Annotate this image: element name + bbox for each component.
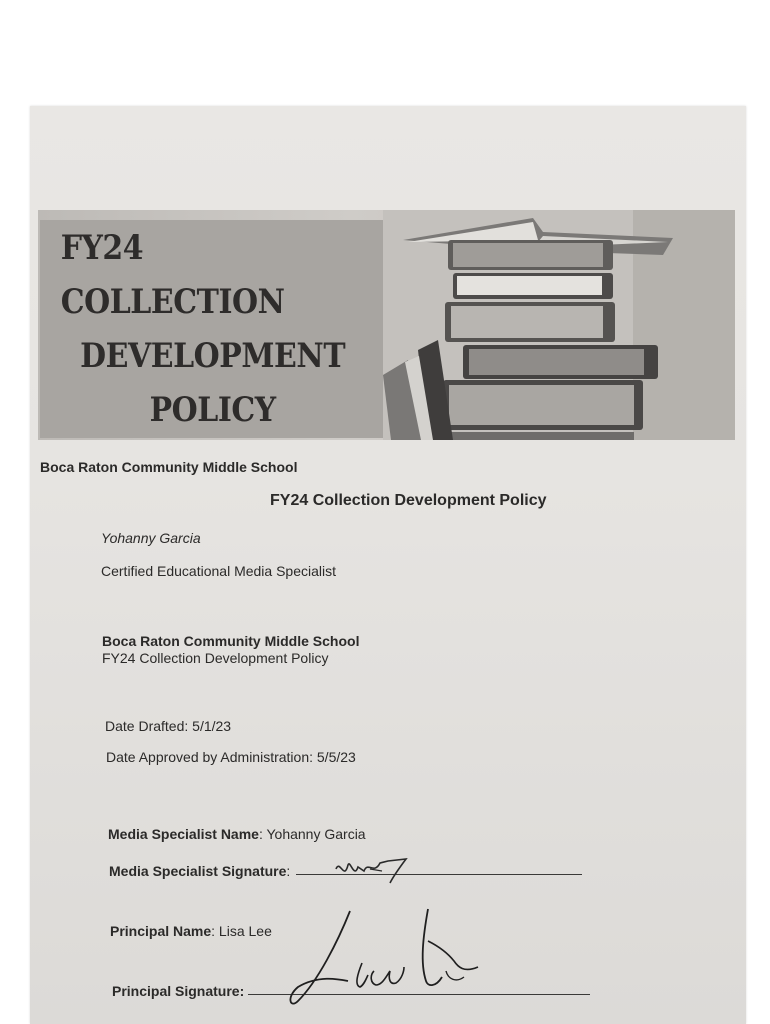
book-stack-illustration — [383, 210, 735, 440]
media-specialist-name-label: Media Specialist Name — [108, 826, 259, 842]
banner-title-line-1: FY24 COLLECTION — [60, 228, 285, 322]
banner-title-box — [40, 220, 385, 438]
media-specialist-signature-row — [109, 863, 290, 879]
block-school-name: Boca Raton Community Middle School — [102, 633, 360, 649]
media-specialist-signature-label: Media Specialist Signature — [109, 863, 287, 879]
media-specialist-name-value: : Yohanny Garcia — [258, 826, 366, 842]
document-page — [30, 106, 746, 1024]
block-policy-name: FY24 Collection Development Policy — [102, 650, 329, 666]
policy-title: FY24 Collection Development Policy — [270, 492, 547, 509]
principal-signature-label: Principal Signature: — [112, 983, 245, 999]
media-specialist-signature-colon: : — [286, 863, 291, 879]
header-banner — [38, 210, 735, 440]
banner-title-line-3: POLICY — [149, 390, 276, 430]
principal-signature — [278, 901, 498, 1011]
media-specialist-signature — [330, 851, 420, 887]
principal-name-row — [110, 923, 272, 939]
principal-name-label: Principal Name — [110, 923, 212, 939]
author-name: Yohanny Garcia — [101, 530, 201, 546]
date-approved: Date Approved by Administration: 5/5/23 — [106, 749, 356, 765]
banner-title-line-2: DEVELOPMENT — [79, 336, 346, 376]
media-specialist-name-row — [108, 826, 366, 842]
school-name-heading: Boca Raton Community Middle School — [40, 459, 298, 475]
author-role: Certified Educational Media Specialist — [101, 563, 337, 579]
date-drafted: Date Drafted: 5/1/23 — [105, 718, 232, 734]
principal-name-value: : Lisa Lee — [211, 923, 272, 939]
